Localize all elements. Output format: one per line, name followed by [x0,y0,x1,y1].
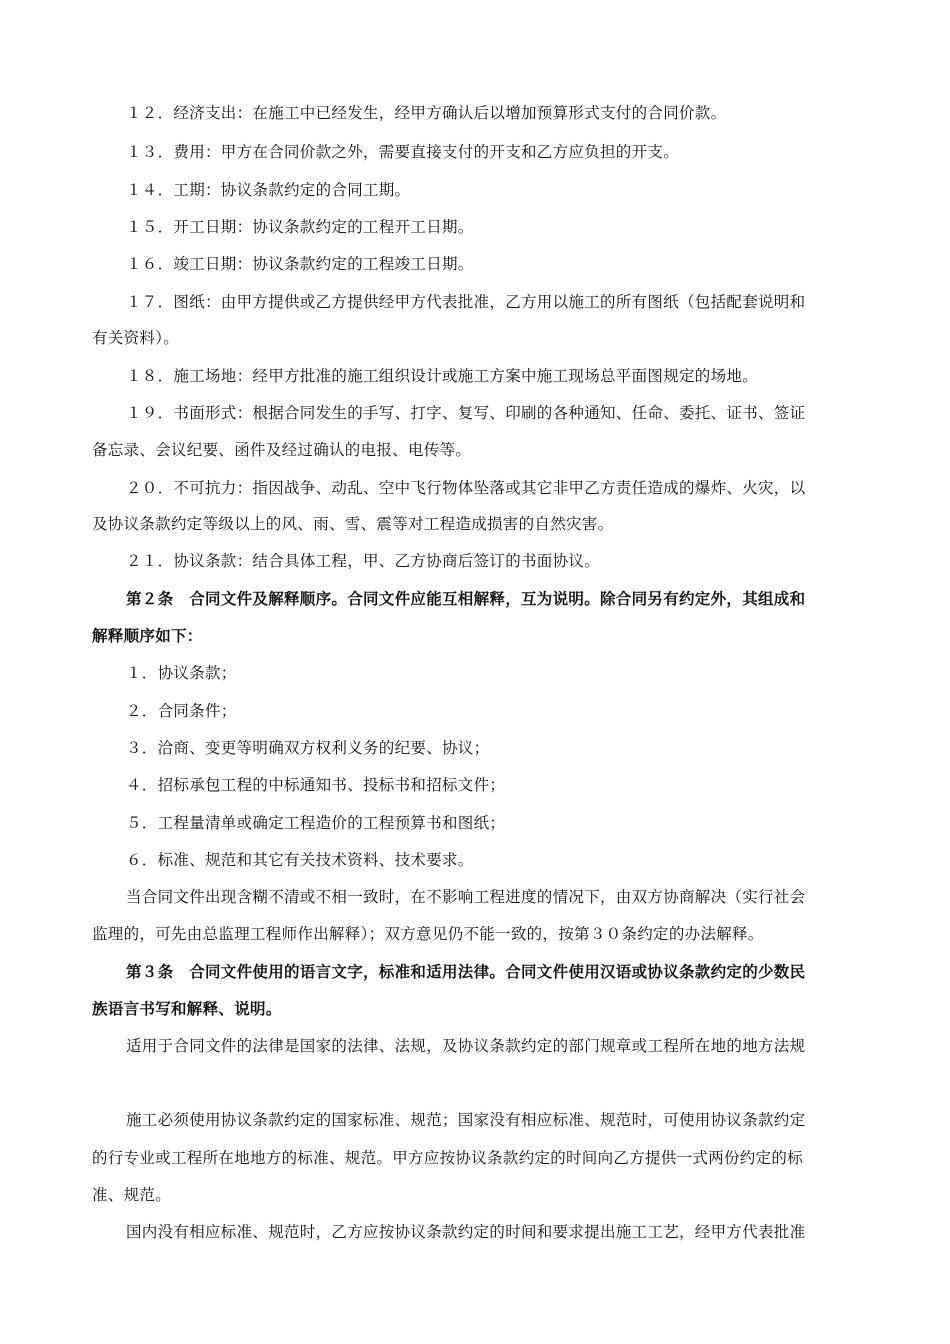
clause-16: １６．竣工日期：协议条款约定的工程竣工日期。 [126,255,474,273]
order-item-1: １．协议条款； [126,664,237,682]
clause-18: １８．施工场地：经甲方批准的施工组织设计或施工方案中施工现场总平面图规定的场地。 [126,367,759,385]
clause-17-cont: 有关资料）。 [92,329,180,347]
clause-14: １４．工期：协议条款约定的合同工期。 [126,181,411,199]
article-3-heading-cont: 族语言书写和解释、说明。 [92,999,282,1018]
article-2-heading-cont: 解释顺序如下： [92,626,203,645]
order-item-3: ３．洽商、变更等明确双方权利义务的纪要、协议； [126,739,490,757]
order-item-2: ２．合同条件； [126,702,237,720]
clause-13: １３．费用：甲方在合同价款之外，需要直接支付的开支和乙方应负担的开支。 [126,143,680,161]
clause-19: １９．书面形式：根据合同发生的手写、打字、复写、印刷的各种通知、任命、委托、证书、签证 [126,404,806,422]
article-3-heading: 第３条 合同文件使用的语言文字，标准和适用法律。合同文件使用汉语或协议条款约定的少数民 [126,962,806,981]
standards-paragraph: 施工必须使用协议条款约定的国家标准、规范；国家没有相应标准、规范时，可使用协议条款约定 [126,1111,806,1129]
clause-20: ２０．不可抗力：指因战争、动乱、空中飞行物体坠落或其它非甲乙方责任造成的爆炸、火灾，以 [126,479,806,497]
order-item-5: ５．工程量清单或确定工程造价的工程预算书和图纸； [126,814,506,832]
ambiguity-paragraph-cont: 监理的，可先由总监理工程师作出解释）；双方意见仍不能一致的，按第３０条约定的办法解释。 [92,925,764,943]
clause-17: １７．图纸：由甲方提供或乙方提供经甲方代表批准，乙方用以施工的所有图纸（包括配套说明和 [126,293,806,311]
ambiguity-paragraph: 当合同文件出现含糊不清或不相一致时，在不影响工程进度的情况下，由双方协商解决（实行社会 [126,888,806,906]
clause-21: ２１．协议条款：结合具体工程，甲、乙方协商后签订的书面协议。 [126,552,601,570]
article-2-heading: 第２条 合同文件及解释顺序。合同文件应能互相解释，互为说明。除合同另有约定外，其组成和 [126,589,806,608]
clause-12: １２．经济支出：在施工中已经发生，经甲方确认后以增加预算形式支付的合同价款。 [126,104,727,122]
order-item-4: ４．招标承包工程的中标通知书、投标书和招标文件； [126,776,506,794]
clause-15: １５．开工日期：协议条款约定的工程开工日期。 [126,218,474,236]
order-item-6: ６．标准、规范和其它有关技术资料、技术要求。 [126,851,474,869]
clause-20-cont: 及协议条款约定等级以上的风、雨、雪、震等对工程造成损害的自然灾害。 [92,515,614,533]
standards-paragraph-cont-1: 的行专业或工程所在地地方的标准、规范。甲方应按协议条款约定的时间向乙方提供一式两份约定的标 [92,1149,804,1167]
applicable-law-paragraph: 适用于合同文件的法律是国家的法律、法规，及协议条款约定的部门规章或工程所在地的地方法规 [126,1037,806,1055]
domestic-standards-paragraph: 国内没有相应标准、规范时，乙方应按协议条款约定的时间和要求提出施工工艺，经甲方代表批准 [126,1223,806,1241]
standards-paragraph-cont-2: 准、规范。 [92,1186,172,1204]
clause-19-cont: 备忘录、会议纪要、函件及经过确认的电报、电传等。 [92,441,472,459]
